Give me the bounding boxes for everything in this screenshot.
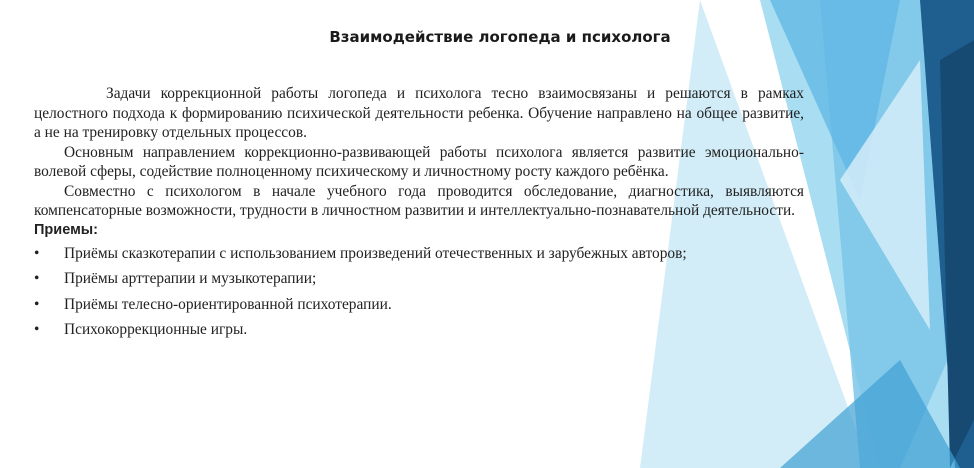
list-item-text: Приёмы телесно-ориентированной психотерапии. bbox=[64, 295, 392, 313]
slide-body bbox=[34, 84, 804, 346]
list-item bbox=[34, 320, 804, 340]
list-item bbox=[34, 295, 804, 315]
bullet-icon: • bbox=[34, 244, 40, 262]
techniques-heading: Приемы: bbox=[34, 221, 99, 238]
list-item-text: Приёмы сказкотерапии с использованием произведений отечественных и зарубежных авторов; bbox=[64, 244, 687, 262]
bullet-icon: • bbox=[34, 270, 40, 287]
paragraph-main-direction: Основным направлением коррекционно-развивающей работы психолога является развитие эмоционально-волевой сферы, содействие полноценному психическому и личностному росту каждого ребёнка. bbox=[34, 143, 804, 180]
list-item-text: Приёмы арттерапии и музыкотерапии; bbox=[64, 270, 317, 287]
bullet-icon: • bbox=[34, 295, 40, 313]
list-item bbox=[34, 269, 804, 289]
list-item-text: Психокоррекционные игры. bbox=[64, 321, 248, 338]
paragraph-joint-work: Совместно с психологом в начале учебного года проводится обследование, диагностика, выявляются компенсаторные возможности, трудности в личностном развитии и интеллектуально-познавательной деятельности. bbox=[34, 182, 804, 219]
techniques-list bbox=[34, 244, 804, 340]
slide-title: Взаимодействие логопеда и психолога bbox=[329, 28, 671, 46]
list-item bbox=[34, 244, 804, 264]
bullet-icon: • bbox=[34, 321, 40, 338]
paragraph-tasks: Задачи коррекционной работы логопеда и психолога тесно взаимосвязаны и решаются в рамках целостного подхода к формированию психической деятельности ребенка. Обучение направлено на общее развитие, а не на тренировку отдельных процессов. bbox=[34, 85, 804, 141]
